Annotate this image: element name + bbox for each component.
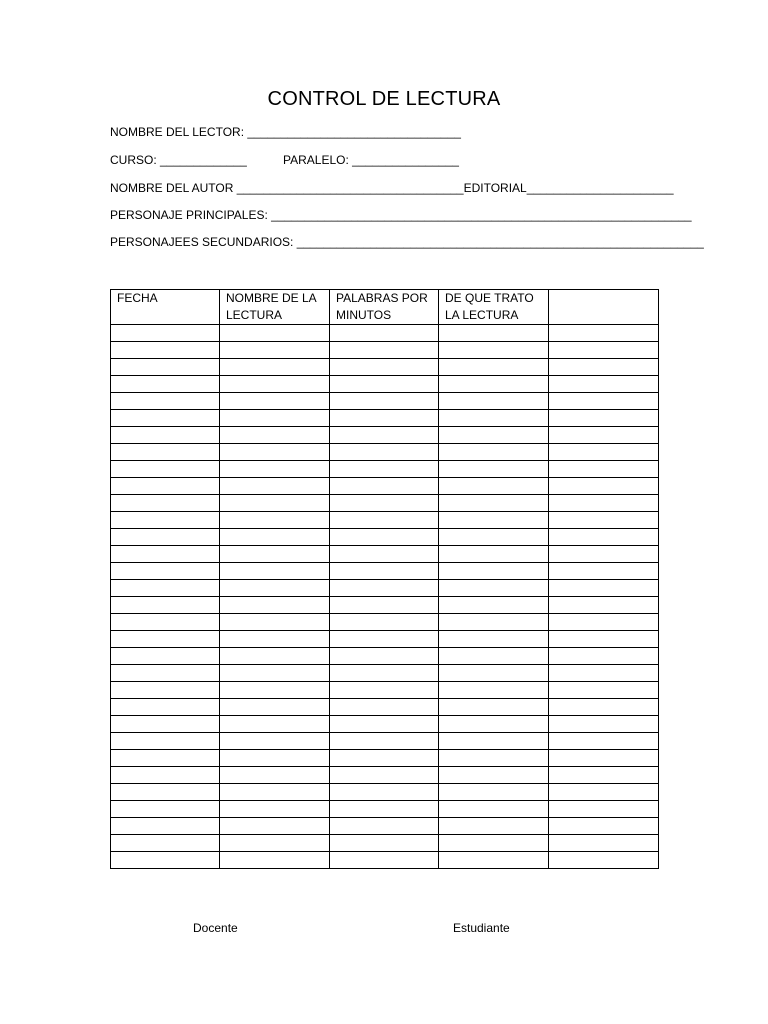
table-row <box>111 835 659 852</box>
table-cell <box>220 580 330 597</box>
table-cell <box>549 410 659 427</box>
table-cell <box>330 818 439 835</box>
table-cell <box>111 546 220 563</box>
table-cell <box>439 597 549 614</box>
table-cell <box>439 648 549 665</box>
table-cell <box>220 733 330 750</box>
table-cell <box>111 852 220 869</box>
table-cell <box>549 461 659 478</box>
table-cell <box>220 359 330 376</box>
table-cell <box>439 461 549 478</box>
table-cell <box>439 376 549 393</box>
table-cell <box>330 376 439 393</box>
table-cell <box>549 427 659 444</box>
table-cell <box>330 631 439 648</box>
table-cell <box>330 410 439 427</box>
reading-log-table <box>110 289 659 869</box>
table-row <box>111 461 659 478</box>
table-cell <box>330 835 439 852</box>
table-header-row <box>111 290 659 325</box>
table-cell <box>220 495 330 512</box>
table-cell <box>439 750 549 767</box>
table-cell <box>549 444 659 461</box>
table-cell <box>111 631 220 648</box>
table-cell <box>439 665 549 682</box>
table-cell <box>330 359 439 376</box>
table-cell <box>111 716 220 733</box>
table-cell <box>549 614 659 631</box>
table-cell <box>111 529 220 546</box>
table-cell <box>111 801 220 818</box>
table-row <box>111 631 659 648</box>
table-cell <box>330 580 439 597</box>
table-row <box>111 444 659 461</box>
table-cell <box>549 342 659 359</box>
table-cell <box>439 614 549 631</box>
table-row <box>111 733 659 750</box>
table-cell <box>549 665 659 682</box>
table-cell <box>220 478 330 495</box>
table-cell <box>549 393 659 410</box>
secondary-characters-field: PERSONAJEES SECUNDARIOS: _____________________________________________________________ <box>110 235 704 249</box>
table-cell <box>549 512 659 529</box>
table-cell <box>330 597 439 614</box>
table-row <box>111 512 659 529</box>
column-header-nombre-lectura: NOMBRE DE LA LECTURA <box>220 290 330 325</box>
table-cell <box>220 546 330 563</box>
table-cell <box>330 733 439 750</box>
table-cell <box>111 342 220 359</box>
table-row <box>111 478 659 495</box>
table-row <box>111 750 659 767</box>
table-cell <box>111 614 220 631</box>
table-cell <box>439 852 549 869</box>
table-cell <box>220 325 330 342</box>
table-cell <box>439 427 549 444</box>
table-cell <box>439 716 549 733</box>
table-cell <box>439 733 549 750</box>
table-cell <box>111 784 220 801</box>
table-cell <box>439 818 549 835</box>
table-cell <box>220 767 330 784</box>
table-cell <box>549 767 659 784</box>
table-cell <box>439 699 549 716</box>
table-cell <box>330 801 439 818</box>
table-cell <box>330 852 439 869</box>
table-cell <box>111 410 220 427</box>
table-row <box>111 597 659 614</box>
table-cell <box>549 631 659 648</box>
table-row <box>111 767 659 784</box>
table-cell <box>330 325 439 342</box>
table-row <box>111 495 659 512</box>
table-cell <box>439 393 549 410</box>
table-cell <box>330 512 439 529</box>
table-cell <box>439 512 549 529</box>
table-cell <box>111 597 220 614</box>
table-cell <box>111 495 220 512</box>
table-cell <box>330 716 439 733</box>
table-cell <box>220 801 330 818</box>
table-cell <box>111 733 220 750</box>
table-cell <box>220 444 330 461</box>
main-characters-field: PERSONAJE PRINCIPALES: _______________________________________________________________ <box>110 208 692 222</box>
table-cell <box>111 580 220 597</box>
table-row <box>111 563 659 580</box>
table-row <box>111 614 659 631</box>
table-cell <box>220 852 330 869</box>
table-cell <box>439 342 549 359</box>
table-cell <box>220 682 330 699</box>
table-cell <box>439 784 549 801</box>
table-cell <box>220 512 330 529</box>
table-cell <box>111 750 220 767</box>
column-header-blank <box>549 290 659 325</box>
table-row <box>111 393 659 410</box>
table-row <box>111 665 659 682</box>
table-cell <box>549 750 659 767</box>
table-cell <box>439 444 549 461</box>
table-cell <box>330 648 439 665</box>
table-cell <box>111 512 220 529</box>
table-cell <box>439 495 549 512</box>
table-cell <box>439 325 549 342</box>
table-cell <box>439 478 549 495</box>
table-row <box>111 801 659 818</box>
table-row <box>111 580 659 597</box>
table-cell <box>111 682 220 699</box>
table-cell <box>111 461 220 478</box>
table-cell <box>439 835 549 852</box>
page-title: CONTROL DE LECTURA <box>267 88 501 110</box>
reader-name-field: NOMBRE DEL LECTOR: ________________________________ <box>110 125 461 139</box>
table-cell <box>220 648 330 665</box>
table-cell <box>549 376 659 393</box>
table-row <box>111 529 659 546</box>
table-cell <box>111 767 220 784</box>
table-cell <box>549 359 659 376</box>
table-row <box>111 359 659 376</box>
table-cell <box>220 410 330 427</box>
table-cell <box>549 699 659 716</box>
table-cell <box>439 410 549 427</box>
signature-label-docente: Docente <box>193 921 238 935</box>
table-cell <box>220 835 330 852</box>
table-cell <box>220 597 330 614</box>
table-cell <box>220 376 330 393</box>
table-cell <box>330 767 439 784</box>
table-cell <box>220 665 330 682</box>
table-row <box>111 376 659 393</box>
table-row <box>111 410 659 427</box>
table-cell <box>111 699 220 716</box>
table-cell <box>111 359 220 376</box>
table-cell <box>549 325 659 342</box>
table-cell <box>111 325 220 342</box>
table-row <box>111 325 659 342</box>
table-cell <box>330 444 439 461</box>
column-header-palabras-por-minutos: PALABRAS POR MINUTOS <box>330 290 439 325</box>
table-cell <box>111 478 220 495</box>
table-row <box>111 427 659 444</box>
table-cell <box>549 733 659 750</box>
table-cell <box>330 461 439 478</box>
table-cell <box>111 648 220 665</box>
table-cell <box>111 376 220 393</box>
table-cell <box>111 427 220 444</box>
table-cell <box>439 682 549 699</box>
table-cell <box>439 563 549 580</box>
parallel-field: PARALELO: ________________ <box>283 153 459 167</box>
table-cell <box>330 546 439 563</box>
table-row <box>111 648 659 665</box>
table-cell <box>111 563 220 580</box>
table-cell <box>330 529 439 546</box>
table-cell <box>549 563 659 580</box>
table-cell <box>220 342 330 359</box>
course-field: CURSO: _____________ <box>110 153 247 167</box>
table-cell <box>111 818 220 835</box>
table-cell <box>220 614 330 631</box>
table-cell <box>330 563 439 580</box>
table-cell <box>220 818 330 835</box>
table-cell <box>439 529 549 546</box>
table-cell <box>439 546 549 563</box>
table-cell <box>549 495 659 512</box>
table-cell <box>220 631 330 648</box>
table-row <box>111 342 659 359</box>
table-cell <box>220 529 330 546</box>
table-cell <box>330 699 439 716</box>
table-cell <box>220 461 330 478</box>
table-row <box>111 818 659 835</box>
table-cell <box>439 359 549 376</box>
table-cell <box>220 716 330 733</box>
table-cell <box>330 682 439 699</box>
table-row <box>111 682 659 699</box>
table-cell <box>330 427 439 444</box>
table-row <box>111 852 659 869</box>
table-cell <box>330 478 439 495</box>
table-cell <box>330 784 439 801</box>
table-body <box>111 325 659 869</box>
table-cell <box>549 716 659 733</box>
table-row <box>111 546 659 563</box>
table-cell <box>330 495 439 512</box>
table-cell <box>439 580 549 597</box>
table-row <box>111 716 659 733</box>
table-cell <box>220 784 330 801</box>
table-cell <box>549 546 659 563</box>
table-cell <box>220 393 330 410</box>
table-cell <box>439 767 549 784</box>
table-cell <box>549 682 659 699</box>
column-header-de-que-trato: DE QUE TRATO LA LECTURA <box>439 290 549 325</box>
table-cell <box>549 529 659 546</box>
table-cell <box>330 750 439 767</box>
table-cell <box>330 665 439 682</box>
column-header-fecha: FECHA <box>111 290 220 325</box>
table-cell <box>111 665 220 682</box>
table-cell <box>549 801 659 818</box>
table-cell <box>330 393 439 410</box>
table-cell <box>549 580 659 597</box>
table-cell <box>220 750 330 767</box>
table-row <box>111 699 659 716</box>
table-cell <box>549 835 659 852</box>
table-cell <box>220 427 330 444</box>
table-cell <box>439 801 549 818</box>
table-cell <box>330 342 439 359</box>
table-cell <box>111 444 220 461</box>
table-cell <box>549 478 659 495</box>
table-cell <box>549 648 659 665</box>
table-cell <box>111 393 220 410</box>
table-cell <box>549 597 659 614</box>
table-cell <box>439 631 549 648</box>
table-cell <box>549 852 659 869</box>
table-cell <box>330 614 439 631</box>
table-cell <box>111 835 220 852</box>
table-cell <box>220 563 330 580</box>
signature-label-estudiante: Estudiante <box>453 921 510 935</box>
table-cell <box>549 818 659 835</box>
table-cell <box>549 784 659 801</box>
author-editorial-field: NOMBRE DEL AUTOR __________________________________EDITORIAL______________________ <box>110 181 674 195</box>
table-cell <box>220 699 330 716</box>
table-row <box>111 784 659 801</box>
